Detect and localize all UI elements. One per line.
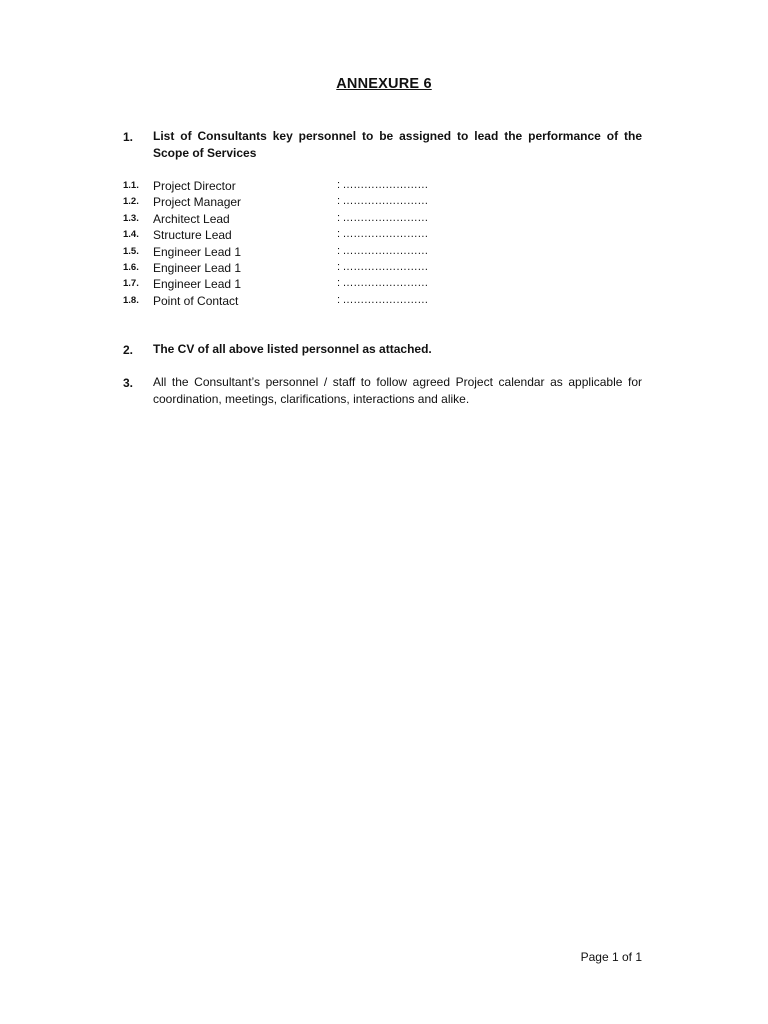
personnel-row	[123, 195, 643, 211]
document-title: ANNEXURE 6	[336, 76, 432, 92]
personnel-fill-line: : ……………………	[337, 211, 429, 224]
personnel-fill-line: : ……………………	[337, 261, 429, 273]
personnel-role: Structure Lead	[153, 228, 232, 243]
section-number: 3.	[123, 376, 134, 390]
personnel-number: 1.8.	[123, 294, 139, 306]
personnel-role: Project Manager	[153, 195, 242, 210]
personnel-fill-line: : ……………………	[337, 277, 429, 290]
personnel-row	[123, 245, 643, 261]
personnel-fill-line: : ……………………	[337, 179, 429, 191]
personnel-role: Engineer Lead 1	[153, 277, 242, 292]
personnel-fill-line: : ……………………	[337, 293, 429, 306]
personnel-row	[123, 294, 643, 310]
personnel-role: Point of Contact	[153, 293, 239, 308]
personnel-role: Engineer Lead 1	[153, 261, 242, 275]
personnel-number: 1.5.	[123, 245, 139, 257]
personnel-row	[123, 179, 643, 195]
personnel-number: 1.6.	[123, 262, 139, 273]
personnel-number: 1.7.	[123, 278, 139, 290]
personnel-number: 1.4.	[123, 229, 139, 241]
personnel-role: Project Director	[153, 179, 236, 193]
section-number: 1.	[123, 130, 134, 144]
personnel-role: Architect Lead	[153, 211, 230, 226]
personnel-number: 1.1.	[123, 180, 139, 191]
section-text: The CV of all above listed personnel as attached.	[153, 342, 432, 356]
page-number: Page 1 of 1	[580, 950, 642, 964]
personnel-number: 1.2.	[123, 196, 139, 208]
personnel-role: Engineer Lead 1	[153, 244, 242, 259]
personnel-fill-line: : ……………………	[337, 195, 429, 208]
personnel-fill-line: : ……………………	[337, 244, 429, 257]
personnel-row	[123, 228, 643, 244]
personnel-row	[123, 212, 643, 228]
personnel-row	[123, 261, 643, 277]
personnel-fill-line: : ……………………	[337, 228, 429, 241]
section-text: List of Consultants key personnel to be assigned to lead the performance of the Scope of Services	[153, 129, 642, 160]
personnel-row	[123, 277, 643, 293]
section-number: 2.	[123, 343, 134, 357]
section-text: All the Consultant’s personnel / staff to follow agreed Project calendar as applicable for coordination, meetings, clarifications, interactions and alike.	[153, 375, 642, 406]
personnel-number: 1.3.	[123, 212, 139, 224]
